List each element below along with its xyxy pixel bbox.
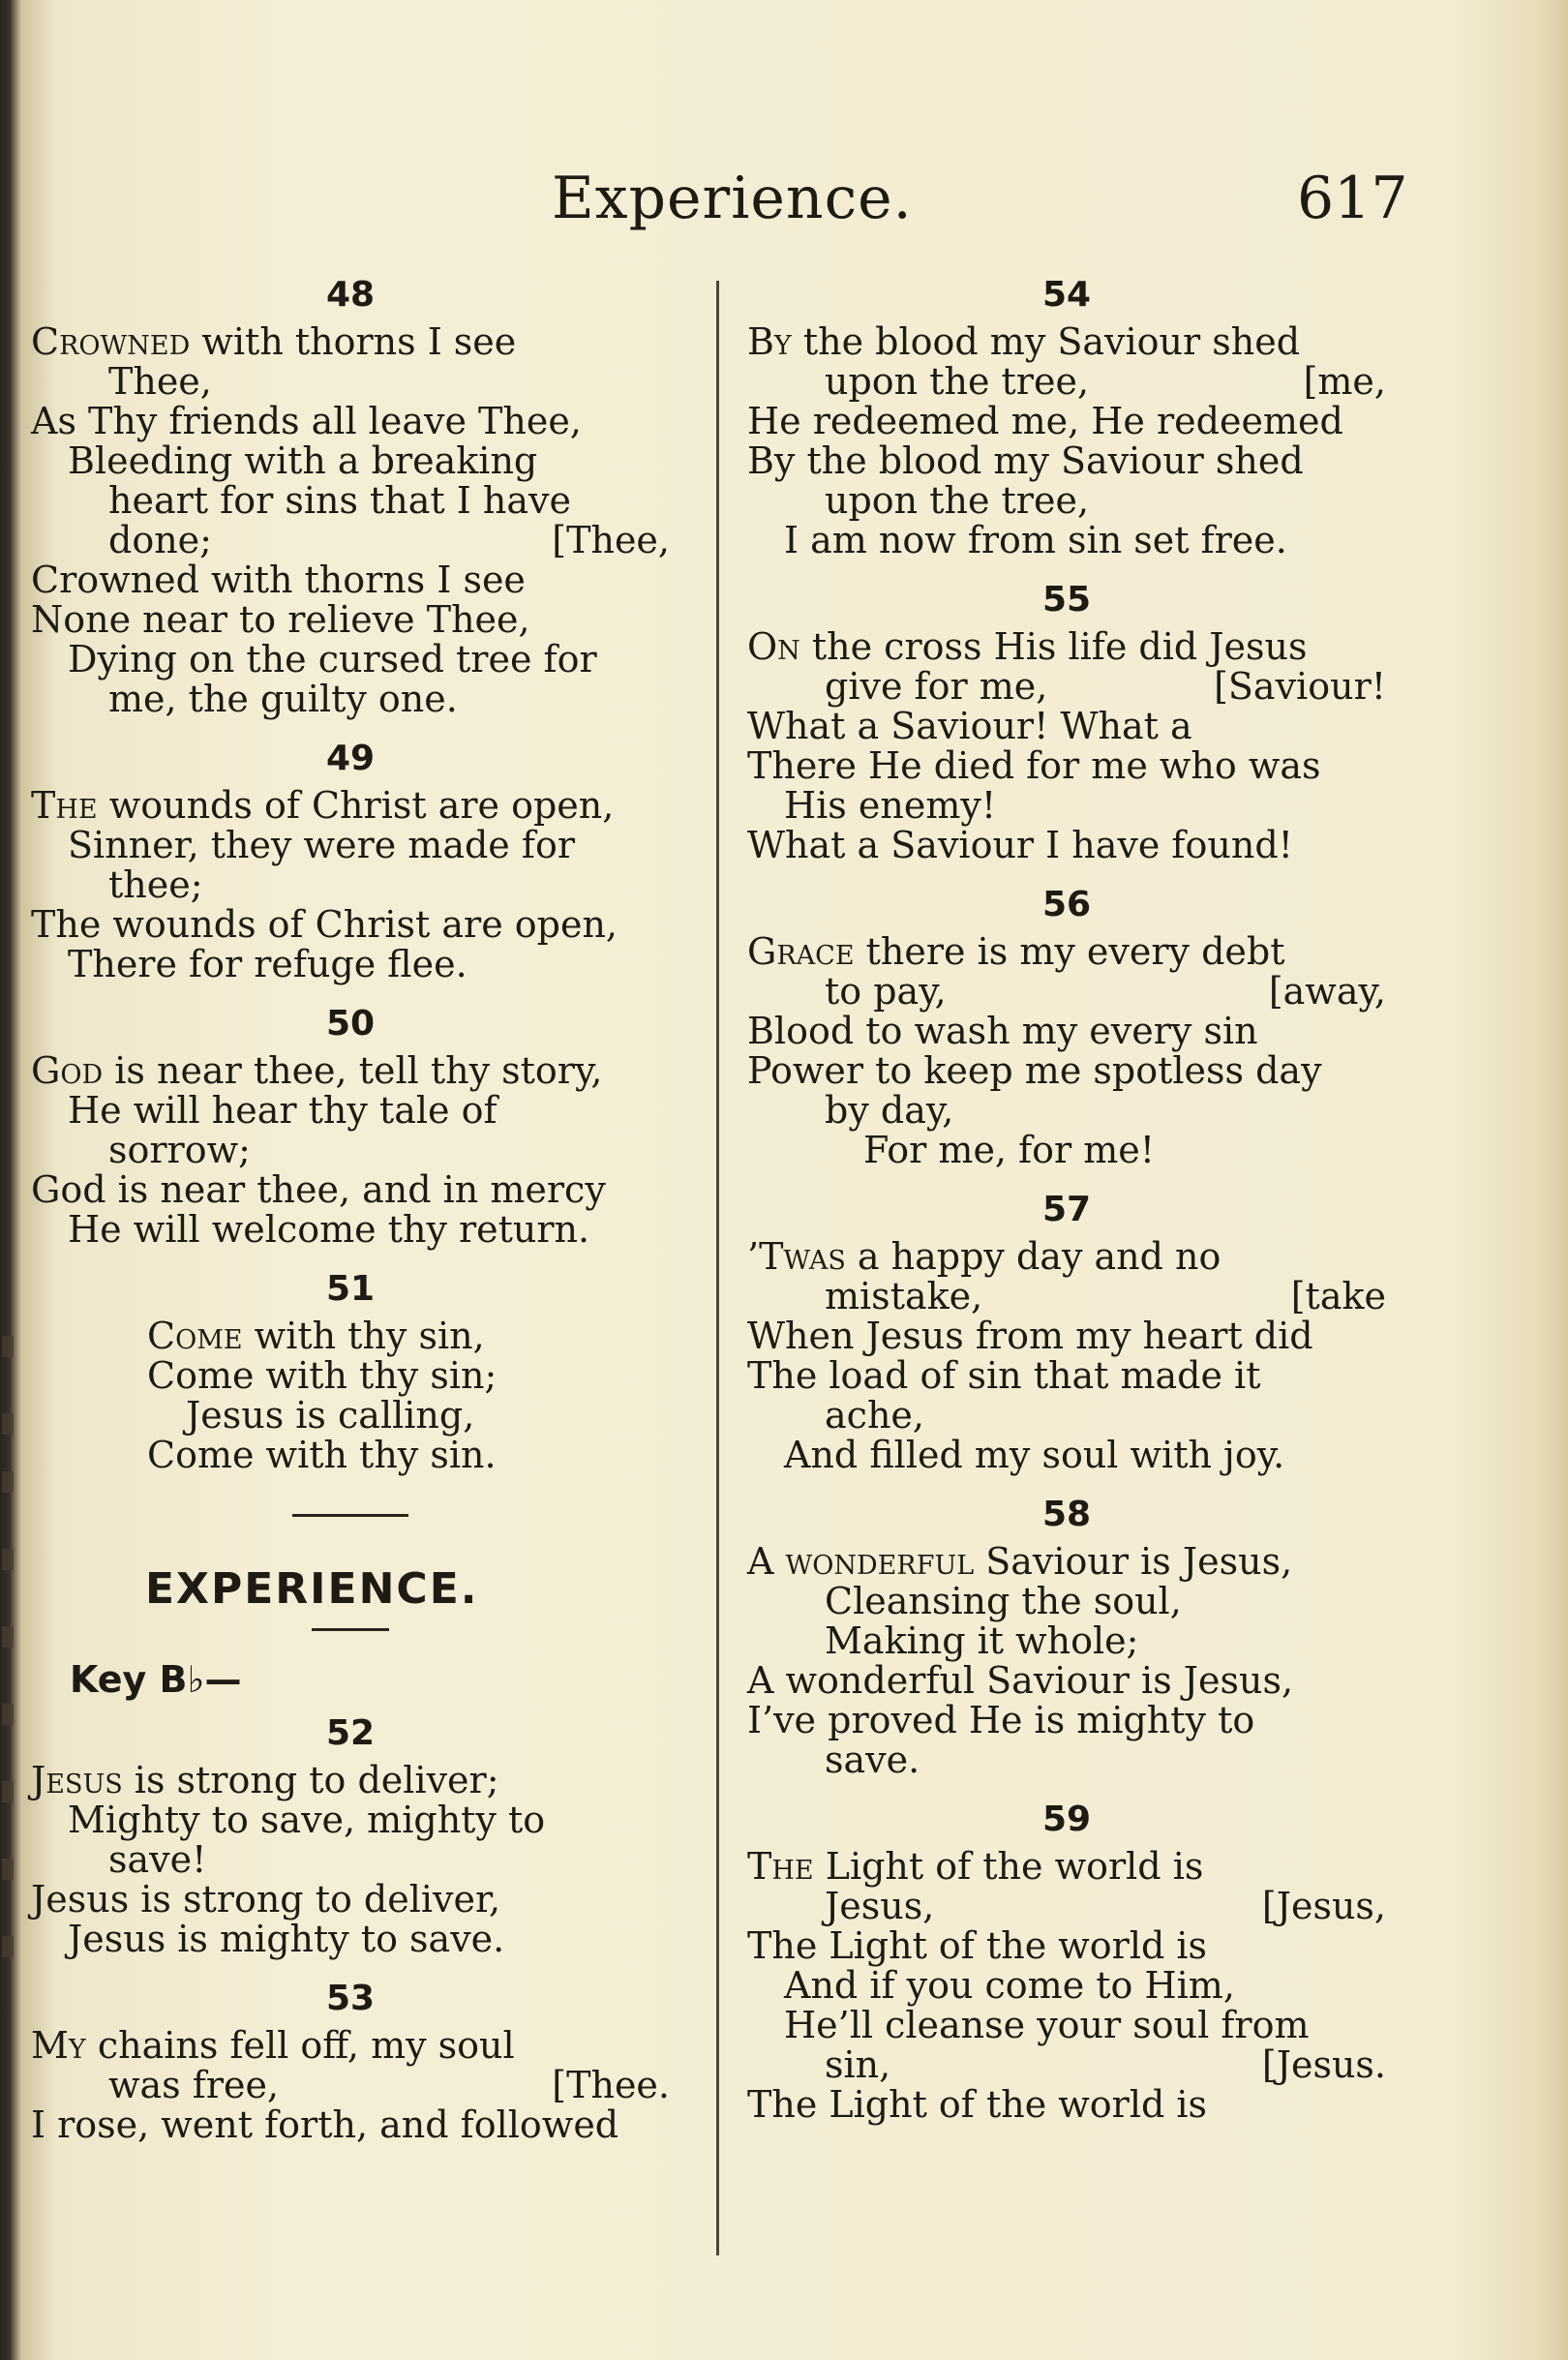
- hymn-line: He’ll cleanse your soul from: [784, 2004, 1310, 2046]
- key-signature: Key B♭—: [70, 1658, 242, 1701]
- hymn-line: Come with thy sin.: [147, 1434, 497, 1476]
- hymn-line: I am now from sin set free.: [784, 519, 1287, 561]
- hymn-first-word: ’Twas: [747, 1235, 846, 1278]
- hymn-line: ache,: [825, 1394, 924, 1437]
- section-heading: EXPERIENCE.: [145, 1564, 479, 1614]
- hymn-54: [747, 275, 1386, 560]
- hymn-line-turnover: [Jesus,: [1261, 1885, 1386, 1927]
- hymn-53: [31, 1979, 670, 2145]
- hymn-line-turnover: [away,: [1268, 970, 1386, 1013]
- hymn-line: A wonderful Saviour is Jesus,: [747, 1659, 1294, 1702]
- hymn-line: Power to keep me spotless day: [747, 1049, 1322, 1092]
- hymn-line: Dying on the cursed tree for: [68, 638, 597, 681]
- hymn-line: And filled my soul with joy.: [784, 1434, 1285, 1476]
- hymn-number: 56: [1041, 885, 1092, 924]
- hymn-line: Mighty to save, mighty to: [68, 1799, 546, 1841]
- hymn-59: [747, 1800, 1386, 2125]
- hymn-line: Jesus,: [825, 1885, 935, 1927]
- hymn-line: to pay,: [825, 970, 947, 1013]
- hymn-49: [31, 739, 670, 984]
- hymn-line: upon the tree,: [825, 479, 1090, 522]
- hymn-first-word: Grace: [747, 930, 855, 973]
- hymn-line: sin,: [825, 2043, 891, 2086]
- hymn-line: His enemy!: [784, 784, 997, 827]
- hymn-line: was free,: [108, 2064, 280, 2106]
- hymn-line: Jesus is strong to deliver,: [31, 1878, 501, 1921]
- hymn-line: The Light of the world is: [747, 2083, 1208, 2126]
- hymn-line: by day,: [825, 1089, 954, 1132]
- hymn-first-word: A wonderful: [747, 1540, 975, 1583]
- hymn-line: a happy day and no: [857, 1235, 1221, 1278]
- running-header: [0, 165, 1568, 242]
- hymn-line: By the blood my Saviour shed: [747, 439, 1304, 482]
- hymn-line: there is my every debt: [865, 930, 1285, 973]
- spine-edge: [0, 1336, 17, 2304]
- hymn-line: Sinner, they were made for: [68, 824, 575, 866]
- hymn-number: 49: [325, 739, 376, 778]
- hymn-line: with thorns I see: [201, 320, 517, 363]
- hymn-line: the cross His life did Jesus: [811, 625, 1308, 668]
- hymn-line: And if you come to Him,: [784, 1964, 1235, 2007]
- hymn-line: done;: [108, 519, 212, 561]
- hymn-first-word: The: [747, 1845, 814, 1888]
- heading-rule: [312, 1628, 389, 1631]
- hymn-line: Jesus is calling,: [186, 1394, 475, 1437]
- hymn-line: What a Saviour! What a: [747, 705, 1192, 747]
- hymn-line: There He died for me who was: [747, 744, 1321, 787]
- hymn-number: 51: [325, 1269, 376, 1309]
- hymn-line: Thee,: [108, 360, 212, 403]
- left-column: [31, 261, 670, 2164]
- hymn-line: He will welcome thy return.: [68, 1208, 590, 1251]
- page-number: 617: [1297, 165, 1408, 232]
- hymn-line-turnover: [Saviour!: [1214, 665, 1386, 708]
- hymn-line: God is near thee, and in mercy: [31, 1168, 606, 1211]
- hymn-number: 50: [325, 1004, 376, 1044]
- hymn-line: Blood to wash my every sin: [747, 1010, 1258, 1052]
- hymn-first-word: The: [31, 784, 98, 827]
- hymn-first-word: My: [31, 2024, 86, 2067]
- hymn-line-turnover: [Thee,: [552, 519, 670, 561]
- hymn-51: [31, 1269, 670, 1475]
- hymn-line: The load of sin that made it: [747, 1354, 1261, 1397]
- hymn-line: Making it whole;: [825, 1619, 1139, 1662]
- hymn-line: He will hear thy tale of: [68, 1089, 498, 1132]
- hymn-line: I’ve proved He is mighty to: [747, 1699, 1255, 1741]
- section-rule: [292, 1514, 408, 1517]
- hymn-line: For me, for me!: [863, 1129, 1156, 1171]
- hymn-line: I rose, went forth, and followed: [31, 2103, 619, 2146]
- hymn-first-word: On: [747, 625, 800, 668]
- hymn-line: save!: [108, 1838, 207, 1881]
- hymn-52: [31, 1713, 670, 1959]
- hymn-48: [31, 275, 670, 719]
- hymn-line: thee;: [108, 863, 203, 906]
- hymn-line: Cleansing the soul,: [825, 1580, 1182, 1622]
- hymn-line: There for refuge flee.: [68, 943, 467, 985]
- hymn-line: upon the tree,: [825, 360, 1090, 403]
- hymn-number: 59: [1041, 1800, 1092, 1839]
- hymn-line: The Light of the world is: [747, 1924, 1208, 1967]
- hymn-line: with thy sin,: [254, 1315, 485, 1357]
- hymn-line: Light of the world is: [825, 1845, 1204, 1888]
- hymn-line: save.: [825, 1739, 920, 1781]
- hymn-line: wounds of Christ are open,: [108, 784, 615, 827]
- hymn-line: the blood my Saviour shed: [802, 320, 1301, 363]
- page-title: Experience.: [552, 165, 913, 232]
- hymn-number: 57: [1041, 1190, 1092, 1229]
- column-divider: [716, 281, 719, 2255]
- hymn-line: The wounds of Christ are open,: [31, 903, 618, 946]
- hymn-50: [31, 1004, 670, 1250]
- hymn-first-word: Jesus: [31, 1759, 123, 1801]
- hymn-number: 52: [325, 1713, 376, 1753]
- hymn-first-word: Crowned: [31, 320, 191, 363]
- hymn-line: Crowned with thorns I see: [31, 559, 526, 601]
- hymn-number: 54: [1041, 275, 1092, 315]
- hymn-line: is strong to deliver;: [134, 1759, 499, 1801]
- hymn-55: [747, 580, 1386, 865]
- hymn-line-turnover: [take: [1290, 1275, 1386, 1317]
- hymn-line: What a Saviour I have found!: [747, 824, 1293, 866]
- hymn-line: Come with thy sin;: [147, 1354, 498, 1397]
- hymn-number: 53: [325, 1979, 376, 2018]
- hymn-line-turnover: [me,: [1303, 360, 1386, 403]
- hymn-line: is near thee, tell thy story,: [114, 1049, 603, 1092]
- hymn-line: Saviour is Jesus,: [985, 1540, 1293, 1583]
- hymn-line: sorrow;: [108, 1129, 251, 1171]
- hymn-line: He redeemed me, He redeemed: [747, 400, 1343, 442]
- hymn-number: 55: [1041, 580, 1092, 620]
- hymn-first-word: Come: [147, 1315, 243, 1357]
- hymn-57: [747, 1190, 1386, 1475]
- hymn-line: When Jesus from my heart did: [747, 1315, 1313, 1357]
- hymn-line: chains fell off, my soul: [97, 2024, 515, 2067]
- hymn-line: None near to relieve Thee,: [31, 598, 530, 641]
- hymn-line: heart for sins that I have: [108, 479, 571, 522]
- hymn-line-turnover: [Thee.: [552, 2064, 670, 2106]
- hymn-line: Jesus is mighty to save.: [68, 1918, 505, 1960]
- hymn-line-turnover: [Jesus.: [1261, 2043, 1386, 2086]
- hymn-first-word: God: [31, 1049, 104, 1092]
- hymn-number: 58: [1041, 1495, 1092, 1534]
- hymn-line: Bleeding with a breaking: [68, 439, 538, 482]
- hymn-56: [747, 885, 1386, 1170]
- hymn-58: [747, 1495, 1386, 1780]
- right-column: [747, 261, 1386, 2144]
- hymn-first-word: By: [747, 320, 792, 363]
- hymn-line: give for me,: [825, 665, 1048, 708]
- hymn-line: me, the guilty one.: [108, 678, 458, 720]
- hymn-number: 48: [325, 275, 376, 315]
- hymn-line: mistake,: [825, 1275, 983, 1317]
- hymn-line: As Thy friends all leave Thee,: [31, 400, 582, 442]
